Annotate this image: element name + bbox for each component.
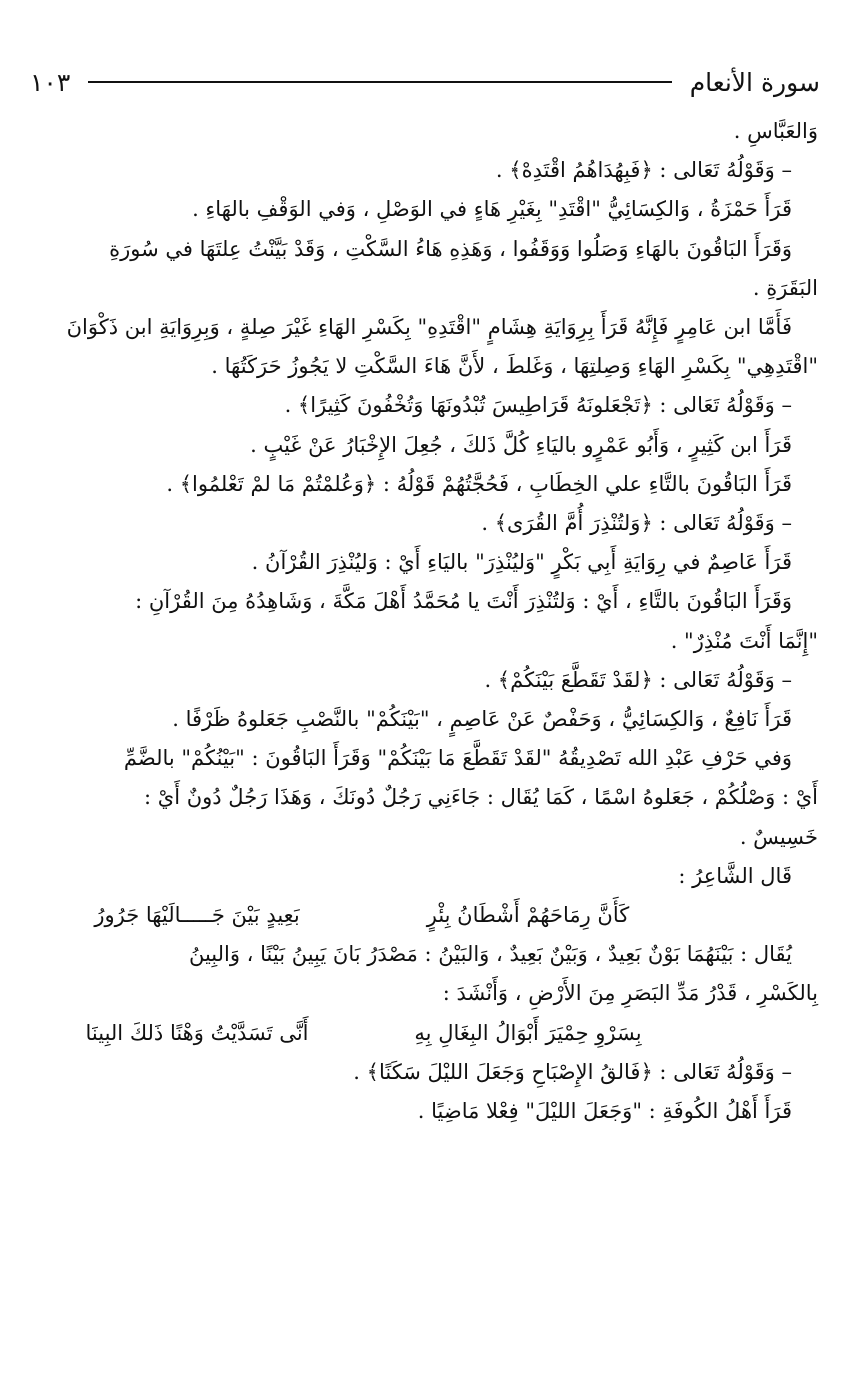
page-number: ١٠٣ xyxy=(30,67,71,97)
verse-first-hemistich: كَأَنَّ رِمَاحَهُمْ أَشْطَانُ بِئْرٍ xyxy=(426,903,630,928)
poem-verse-2 xyxy=(36,1014,818,1053)
text-line: يُقَال : بَيْنَهُمَا بَوْنٌ بَعِيدٌ ، وَبَيْنٌ بَعِيدٌ ، وَالبَيْنُ : مَصْدَرُ بَانَ يَبِينُ بَيْنًا ، وَالبِينُ xyxy=(188,942,792,967)
poem-verse-1 xyxy=(36,896,818,935)
running-header xyxy=(30,62,820,102)
text-line: "إِنَّمَا أَنْتَ مُنْذِرٌ" . xyxy=(670,628,818,653)
text-line: – وَقَوْلُهُ تَعَالى : ﴿فَالقُ الإِصْبَاحِ وَجَعَلَ الليْلَ سَكَنًا﴾ . xyxy=(353,1059,792,1084)
text-line: قَرَأَ البَاقُونَ بالتَّاءِ علي الخِطَابِ ، فَحُجَّتُهُمْ قَوْلُهُ : ﴿وَعُلمْتُمْ مَا لمْ تَعْلمُوا﴾ . xyxy=(166,471,792,496)
text-block-1 xyxy=(36,112,818,896)
text-line: "اقْتَدِهِي" بِكَسْرِ الهَاءِ وَصِلتِهَا ، وَغَلطَ ، لأَنَّ هَاءَ السَّكْتِ لا يَجُوزُ حَرَكَتُهَا . xyxy=(211,354,818,379)
text-line: وَالعَبَّاسِ . xyxy=(733,119,818,143)
text-line: – وَقَوْلُهُ تَعَالى : ﴿وَلتُنْذِرَ أُمَّ القُرَى﴾ . xyxy=(481,511,792,536)
text-line: قَرَأَ نَافِعٌ ، وَالكِسَائِيُّ ، وَحَفْصٌ عَنْ عَاصِمٍ ، "بَيْنَكُمْ" بالنَّصْبِ جَعَلوهُ ظَرْفًا . xyxy=(172,707,792,732)
verse-first-hemistich: بِسَرْوِ حِمْيَرَ أَبْوَالُ البِغَالِ بِهِ xyxy=(414,1020,642,1045)
text-line: فَأَمَّا ابن عَامِرٍ فَإِنَّهُ قَرَأَ بِرِوَايَةِ هِشَامٍ "اقْتَدِهِ" بِكَسْرِ الهَاءِ غَيْرَ صِلةٍ ، وَبِرِوَايَةِ ابن ذَكْوَانَ xyxy=(66,315,792,340)
text-line: – وَقَوْلُهُ تَعَالى : ﴿لقَدْ تَقَطَّعَ بَيْنَكُمْ﴾ . xyxy=(484,667,792,692)
text-line: قَرَأَ أَهْلُ الكُوفَةِ : "وَجَعَلَ الليْلَ" فِعْلا مَاضِيًا . xyxy=(417,1099,792,1124)
text-line: وَقَرَأَ البَاقُونَ بالتَّاءِ ، أَيْ : وَلتُنْذِرَ أَنْتَ يا مُحَمَّدُ أَهْلَ مَكَّةَ ، وَشَاهِدُهُ مِنَ القُرْآنِ : xyxy=(135,589,792,614)
text-line: – وَقَوْلُهُ تَعَالى : ﴿تَجْعَلونَهُ قَرَاطِيسَ تُبْدُونَهَا وَتُخْفُونَ كَثِيرًا﴾ . xyxy=(284,393,792,418)
text-line: قَرَأَ ابن كَثِيرٍ ، وَأَبُو عَمْرٍو باليَاءِ كُلَّ ذَلكَ ، جُعِلَ الإِخْبَارُ عَنْ غَيْبٍ . xyxy=(250,432,792,457)
text-line: وَفي حَرْفِ عَبْدِ الله تَصْدِيقُهُ "لقَدْ تَقَطَّعَ مَا بَيْنَكُمْ" وَقَرَأَ البَاقُونَ : "بَيْنُكُمْ" بالضَّمِّ xyxy=(123,746,792,771)
text-line: قَرَأَ عَاصِمٌ في رِوَايَةِ أَبِي بَكْرٍ "وَليُنْذِرَ" باليَاءِ أَيْ : وَليُنْذِرَ القُرْآنُ . xyxy=(251,550,792,575)
text-line: – وَقَوْلُهُ تَعَالى : ﴿فَبِهُدَاهُمُ اقْتَدِهْ﴾ . xyxy=(495,158,792,183)
verse-second-hemistich: بَعِيدٍ بَيْنَ جَـــــالَيْهَا جَرُورُ xyxy=(94,903,300,928)
text-line: أَيْ : وَصْلُكُمْ ، جَعَلوهُ اسْمًا ، كَمَا يُقَال : جَاءَنِي رَجُلٌ دُونَكَ ، وَهَذَا رَجُلٌ دُونٌ أَيْ : xyxy=(144,785,818,810)
surah-title: سورة الأنعام xyxy=(689,67,820,97)
text-line: قَال الشَّاعِرُ : xyxy=(678,863,792,888)
text-line: قَرَأَ حَمْزَةُ ، وَالكِسَائِيُّ "اقْتَدِ" بِغَيْرِ هَاءٍ في الوَصْلِ ، وَفي الوَقْفِ بالهَاءِ . xyxy=(192,197,792,222)
text-line: بِالكَسْرِ ، قَدْرُ مَدِّ البَصَرِ مِنَ الأَرْضِ ، وَأَنْشَدَ : xyxy=(442,981,818,1006)
body-text xyxy=(36,112,818,1131)
text-line: وَقَرَأَ البَاقُونَ بالهَاءِ وَصَلُوا وَوَقَفُوا ، وَهَذِهِ هَاءُ السَّكْتِ ، وَقَدْ بَيَّنْتُ عِلتَهَا في سُورَةِ xyxy=(109,236,792,261)
text-line: البَقَرَةِ . xyxy=(752,275,818,300)
header-rule xyxy=(88,81,671,83)
text-line: خَسِيسٌ . xyxy=(739,824,818,849)
verse-second-hemistich: أَنَّى تَسَدَّيْتُ وَهْنًا ذَلكَ البِينَا xyxy=(85,1020,309,1045)
text-block-3 xyxy=(36,1053,818,1131)
text-block-2 xyxy=(36,935,818,1013)
